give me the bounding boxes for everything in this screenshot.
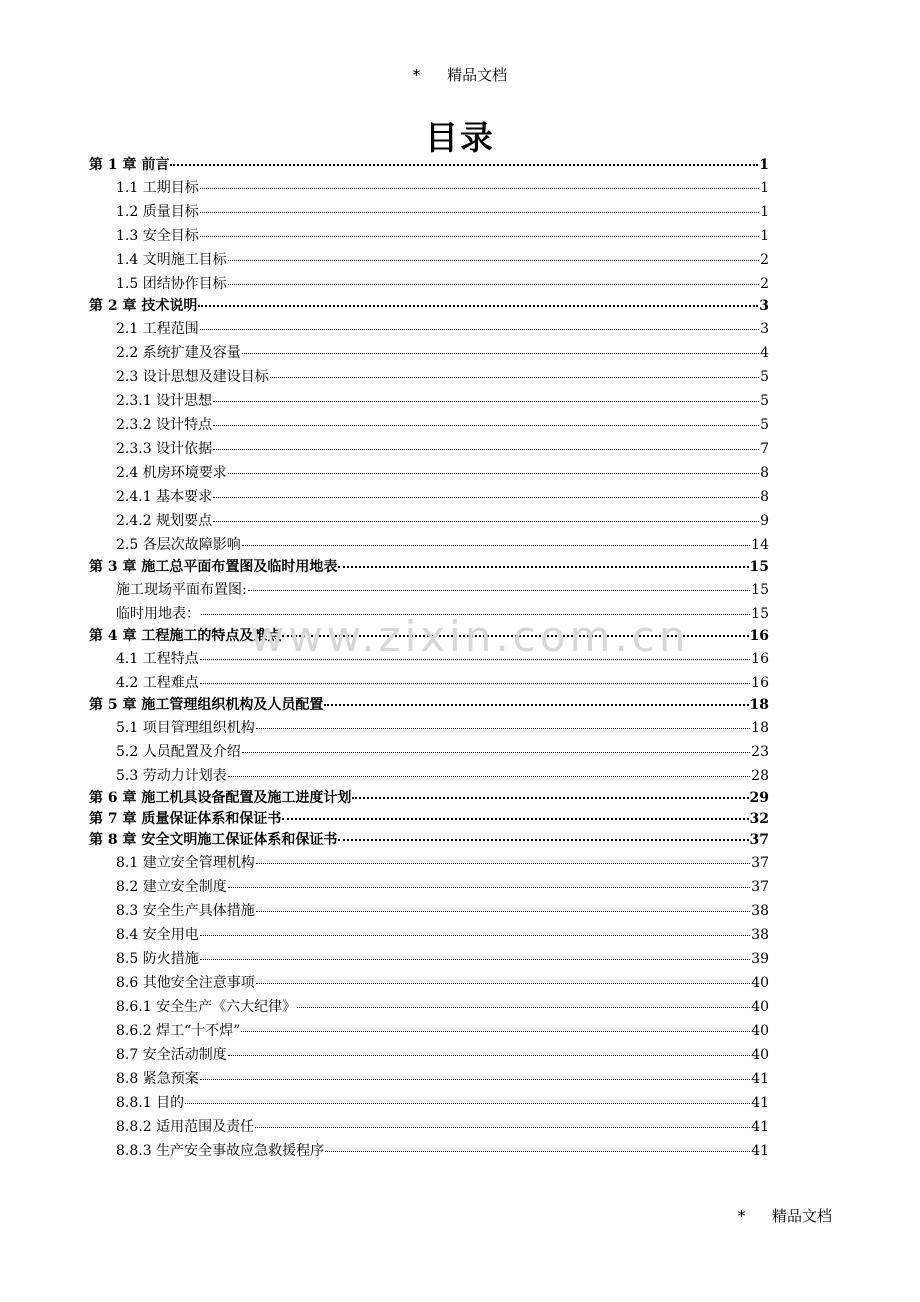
toc-entry-page: 3 <box>760 321 769 337</box>
toc-entry-page: 15 <box>751 582 769 598</box>
toc-chapter-entry[interactable] <box>89 557 769 578</box>
toc-entry-label: 第 1 章 前言 <box>89 157 170 173</box>
toc-entry-page: 18 <box>751 720 769 736</box>
toc-entry-label: 5.3 劳动力计划表 <box>116 768 227 784</box>
toc-entry-page: 15 <box>749 559 769 575</box>
toc-entry-page: 1 <box>759 157 769 173</box>
toc-leader-dots <box>200 683 750 684</box>
page-title: 目录 <box>425 118 495 157</box>
toc-entry-label: 第 4 章 工程施工的特点及难点 <box>89 628 282 644</box>
toc-chapter-entry[interactable] <box>89 830 769 851</box>
toc-entry-page: 4 <box>760 345 769 361</box>
toc-section-entry[interactable] <box>89 971 769 995</box>
toc-section-entry[interactable] <box>89 1043 769 1067</box>
toc-leader-dots <box>228 473 759 474</box>
toc-entry-label: 8.4 安全用电 <box>116 927 199 943</box>
toc-entry-label: 8.6 其他安全注意事项 <box>116 975 255 991</box>
toc-entry-label: 1.1 工期目标 <box>116 180 199 196</box>
toc-leader-dots <box>325 1151 750 1152</box>
toc-entry-page: 2 <box>760 252 769 268</box>
toc-entry-page: 37 <box>751 879 769 895</box>
toc-section-entry[interactable] <box>89 437 769 461</box>
toc-entry-page: 41 <box>751 1071 769 1087</box>
toc-leader-dots <box>282 635 748 637</box>
toc-section-entry[interactable] <box>89 509 769 533</box>
toc-entry-label: 8.8 紧急预案 <box>116 1071 199 1087</box>
toc-leader-dots <box>200 959 750 960</box>
toc-leader-dots <box>242 353 759 354</box>
toc-section-entry[interactable] <box>89 248 769 272</box>
toc-leader-dots <box>185 1103 750 1104</box>
toc-entry-label: 8.8.1 目的 <box>116 1095 185 1111</box>
toc-entry-label: 1.3 安全目标 <box>116 228 199 244</box>
toc-entry-label: 8.8.2 适用范围及责任 <box>116 1119 255 1135</box>
toc-entry-page: 29 <box>749 790 769 806</box>
toc-leader-dots <box>241 1031 750 1032</box>
toc-section-entry[interactable] <box>89 947 769 971</box>
toc-section-entry[interactable] <box>89 341 769 365</box>
toc-section-entry[interactable] <box>89 176 769 200</box>
toc-chapter-entry[interactable] <box>89 155 769 176</box>
toc-entry-label: 第 6 章 施工机具设备配置及施工进度计划 <box>89 790 352 806</box>
toc-section-entry[interactable] <box>89 1139 769 1163</box>
toc-entry-label: 第 7 章 质量保证体系和保证书 <box>89 811 282 827</box>
toc-entry-label: 5.2 人员配置及介绍 <box>116 744 241 760</box>
toc-leader-dots <box>228 776 750 777</box>
toc-entry-page: 28 <box>751 768 769 784</box>
toc-leader-dots <box>198 305 758 307</box>
toc-section-entry[interactable] <box>89 317 769 341</box>
toc-section-entry[interactable] <box>89 461 769 485</box>
toc-leader-dots <box>228 887 750 888</box>
toc-leader-dots <box>297 1007 750 1008</box>
toc-entry-label: 1.4 文明施工目标 <box>116 252 227 268</box>
toc-leader-dots <box>200 935 750 936</box>
toc-leader-dots <box>282 818 748 820</box>
toc-chapter-entry[interactable] <box>89 788 769 809</box>
toc-entry-page: 40 <box>751 975 769 991</box>
toc-section-entry[interactable] <box>89 716 769 740</box>
toc-section-entry[interactable] <box>89 1091 769 1115</box>
toc-leader-dots <box>200 659 750 660</box>
toc-section-entry[interactable] <box>89 200 769 224</box>
toc-leader-dots <box>256 863 750 864</box>
toc-leader-dots <box>201 614 750 615</box>
toc-entry-label: 2.2 系统扩建及容量 <box>116 345 241 361</box>
toc-entry-page: 32 <box>749 811 769 827</box>
toc-leader-dots <box>200 236 759 237</box>
toc-entry-page: 16 <box>749 628 769 644</box>
toc-entry-label: 1.5 团结协作目标 <box>116 276 227 292</box>
toc-section-entry[interactable] <box>89 413 769 437</box>
toc-entry-label: 2.4.2 规划要点 <box>116 513 213 529</box>
toc-leader-dots <box>255 1127 750 1128</box>
toc-leader-dots <box>256 728 750 729</box>
toc-section-entry[interactable] <box>89 602 769 626</box>
toc-chapter-entry[interactable] <box>89 695 769 716</box>
toc-entry-page: 16 <box>751 651 769 667</box>
toc-section-entry[interactable] <box>89 224 769 248</box>
header-text: 精品文档 <box>447 66 508 84</box>
toc-leader-dots <box>248 590 750 591</box>
toc-section-entry[interactable] <box>89 671 769 695</box>
toc-leader-dots <box>338 566 748 568</box>
toc-entry-page: 41 <box>751 1119 769 1135</box>
toc-entry-label: 8.2 建立安全制度 <box>116 879 227 895</box>
toc-entry-label: 第 5 章 施工管理组织机构及人员配置 <box>89 697 324 713</box>
toc-entry-label: 8.6.1 安全生产《六大纪律》 <box>116 999 297 1015</box>
toc-entry-label: 2.3 设计思想及建设目标 <box>116 369 269 385</box>
toc-entry-label: 2.5 各层次故障影响 <box>116 537 241 553</box>
toc-entry-label: 2.3.2 设计特点 <box>116 417 213 433</box>
toc-leader-dots <box>213 521 759 522</box>
toc-entry-label: 8.7 安全活动制度 <box>116 1047 227 1063</box>
toc-section-entry[interactable] <box>89 578 769 602</box>
toc-section-entry[interactable] <box>89 272 769 296</box>
toc-entry-page: 40 <box>751 1047 769 1063</box>
toc-entry-page: 15 <box>751 606 769 622</box>
toc-entry-label: 2.3.3 设计依据 <box>116 441 213 457</box>
toc-section-entry[interactable] <box>89 764 769 788</box>
toc-section-entry[interactable] <box>89 1115 769 1139</box>
toc-entry-page: 38 <box>751 927 769 943</box>
toc-entry-page: 5 <box>760 393 769 409</box>
toc-entry-page: 1 <box>760 204 769 220</box>
watermark: www.zixin.com.cn <box>250 612 690 661</box>
toc-section-entry[interactable] <box>89 923 769 947</box>
toc-entry-page: 16 <box>751 675 769 691</box>
toc-entry-label: 2.4.1 基本要求 <box>116 489 213 505</box>
toc-entry-page: 18 <box>749 697 769 713</box>
toc-section-entry[interactable] <box>89 899 769 923</box>
toc-entry-page: 5 <box>760 417 769 433</box>
toc-entry-label: 第 2 章 技术说明 <box>89 298 198 314</box>
toc-entry-page: 1 <box>760 180 769 196</box>
toc-entry-page: 38 <box>751 903 769 919</box>
toc-entry-page: 8 <box>760 465 769 481</box>
toc-leader-dots <box>324 704 748 706</box>
toc-leader-dots <box>228 284 759 285</box>
toc-leader-dots <box>200 212 759 213</box>
toc-leader-dots <box>270 377 759 378</box>
toc-section-entry[interactable] <box>89 851 769 875</box>
toc-entry-label: 2.4 机房环境要求 <box>116 465 227 481</box>
toc-chapter-entry[interactable] <box>89 809 769 830</box>
toc-entry-label: 4.2 工程难点 <box>116 675 199 691</box>
toc-leader-dots <box>242 545 750 546</box>
toc-entry-page: 2 <box>760 276 769 292</box>
toc-leader-dots <box>256 911 750 912</box>
toc-entry-page: 5 <box>760 369 769 385</box>
toc-entry-label: 5.1 项目管理组织机构 <box>116 720 255 736</box>
toc-leader-dots <box>200 1079 750 1080</box>
toc-section-entry[interactable] <box>89 533 769 557</box>
toc-entry-page: 1 <box>760 228 769 244</box>
toc-section-entry[interactable] <box>89 740 769 764</box>
toc-entry-label: 第 8 章 安全文明施工保证体系和保证书 <box>89 832 338 848</box>
toc-leader-dots <box>228 260 759 261</box>
toc-leader-dots <box>200 188 759 189</box>
toc-entry-page: 40 <box>751 1023 769 1039</box>
toc-entry-page: 3 <box>759 298 769 314</box>
toc-entry-label: 1.2 质量目标 <box>116 204 199 220</box>
toc-entry-label: 2.3.1 设计思想 <box>116 393 213 409</box>
footer-text: 精品文档 <box>771 1207 832 1225</box>
toc-chapter-entry[interactable] <box>89 626 769 647</box>
footer-star: * <box>737 1207 746 1225</box>
toc-entry-page: 39 <box>751 951 769 967</box>
toc-leader-dots <box>338 839 748 841</box>
page-footer <box>738 1205 832 1226</box>
toc-entry-label: 8.3 安全生产具体措施 <box>116 903 255 919</box>
table-of-contents <box>89 155 769 1163</box>
toc-entry-page: 41 <box>751 1095 769 1111</box>
toc-section-entry[interactable] <box>89 995 769 1019</box>
toc-leader-dots <box>170 164 758 166</box>
toc-section-entry[interactable] <box>89 485 769 509</box>
toc-section-entry[interactable] <box>89 647 769 671</box>
toc-entry-page: 23 <box>751 744 769 760</box>
toc-entry-page: 37 <box>749 832 769 848</box>
toc-entry-page: 9 <box>760 513 769 529</box>
toc-leader-dots <box>213 449 759 450</box>
toc-entry-page: 8 <box>760 489 769 505</box>
toc-leader-dots <box>213 401 759 402</box>
toc-entry-label: 2.1 工程范围 <box>116 321 199 337</box>
toc-leader-dots <box>213 425 759 426</box>
toc-section-entry[interactable] <box>89 365 769 389</box>
toc-leader-dots <box>352 797 748 799</box>
page-header <box>0 64 920 85</box>
toc-chapter-entry[interactable] <box>89 296 769 317</box>
toc-entry-page: 40 <box>751 999 769 1015</box>
toc-section-entry[interactable] <box>89 875 769 899</box>
toc-entry-label: 8.5 防火措施 <box>116 951 199 967</box>
header-star: * <box>412 66 421 84</box>
toc-entry-label: 第 3 章 施工总平面布置图及临时用地表 <box>89 559 338 575</box>
toc-entry-label: 临时用地表： <box>116 606 200 622</box>
toc-entry-label: 8.1 建立安全管理机构 <box>116 855 255 871</box>
toc-entry-page: 7 <box>760 441 769 457</box>
toc-entry-label: 施工现场平面布置图: <box>116 582 247 598</box>
toc-entry-page: 14 <box>751 537 769 553</box>
toc-section-entry[interactable] <box>89 389 769 413</box>
toc-entry-label: 8.6.2 焊工“十不焊” <box>116 1023 241 1039</box>
toc-entry-page: 41 <box>751 1143 769 1159</box>
toc-section-entry[interactable] <box>89 1067 769 1091</box>
toc-section-entry[interactable] <box>89 1019 769 1043</box>
toc-entry-page: 37 <box>751 855 769 871</box>
toc-leader-dots <box>256 983 750 984</box>
toc-leader-dots <box>200 329 759 330</box>
toc-leader-dots <box>213 497 759 498</box>
toc-leader-dots <box>242 752 750 753</box>
toc-entry-label: 4.1 工程特点 <box>116 651 199 667</box>
toc-leader-dots <box>228 1055 750 1056</box>
toc-entry-label: 8.8.3 生产安全事故应急救援程序 <box>116 1143 325 1159</box>
